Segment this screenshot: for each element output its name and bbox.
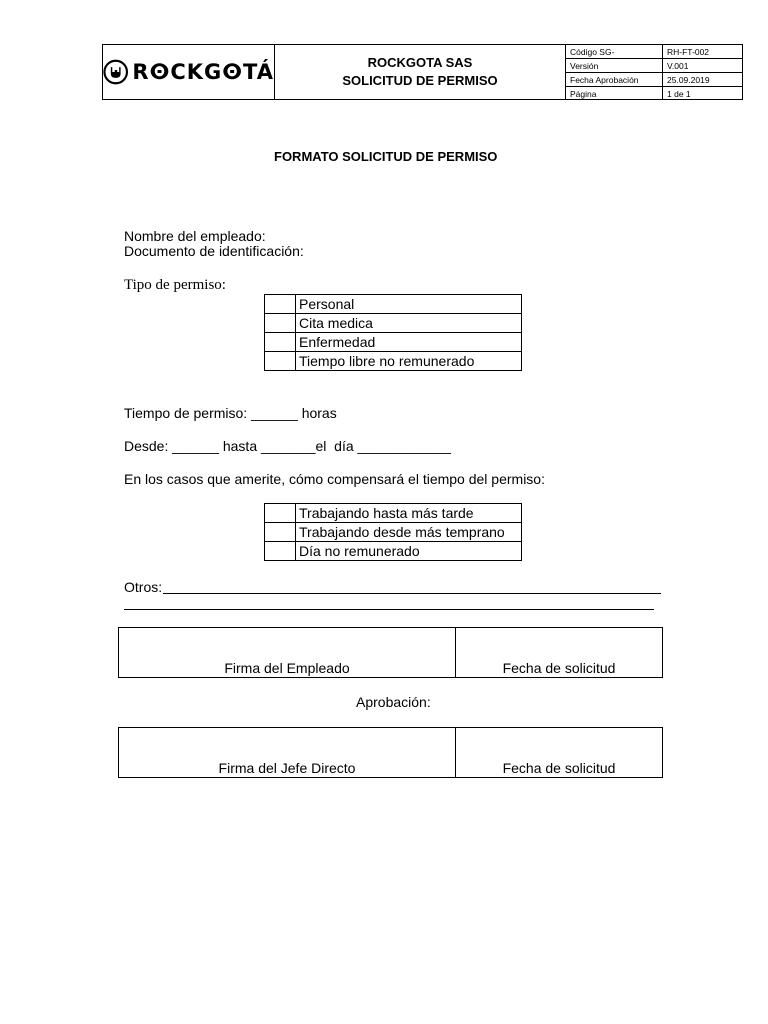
compensation-checkbox[interactable]	[265, 523, 296, 542]
meta-label: Versión	[566, 59, 663, 73]
request-date-label: Fecha de solicitud	[502, 660, 616, 676]
meta-value: 25.09.2019	[663, 73, 743, 87]
meta-row	[566, 87, 742, 101]
meta-label: Fecha Aprobación	[566, 73, 663, 87]
manager-signature-field[interactable]	[119, 728, 456, 777]
meta-row	[566, 45, 742, 59]
compensation-checkbox[interactable]	[265, 504, 296, 523]
permit-type-option: Tiempo libre no remunerado	[296, 352, 522, 371]
request-date-field-2[interactable]	[456, 728, 662, 777]
permit-type-option: Cita medica	[296, 314, 522, 333]
permit-type-row[interactable]	[265, 333, 522, 352]
permit-type-row[interactable]	[265, 352, 522, 371]
permit-type-option: Personal	[296, 295, 522, 314]
document-meta	[566, 45, 742, 99]
compensation-option: Día no remunerado	[296, 542, 522, 561]
meta-value: RH-FT-002	[663, 45, 743, 59]
others-line-2[interactable]	[124, 609, 654, 610]
header-title-block	[275, 45, 566, 99]
permit-type-option: Enfermedad	[296, 333, 522, 352]
meta-table	[566, 45, 742, 100]
meta-row	[566, 73, 742, 87]
request-date-field[interactable]	[456, 628, 662, 677]
permit-type-checkbox[interactable]	[265, 314, 296, 333]
permit-type-checkbox[interactable]	[265, 333, 296, 352]
compensation-table	[264, 503, 522, 561]
meta-label: Página	[566, 87, 663, 101]
meta-label: Código SG-	[566, 45, 663, 59]
meta-value: 1 de 1	[667, 88, 691, 99]
company-name: ROCKGOTA SAS	[367, 55, 473, 70]
others-line[interactable]	[163, 593, 661, 594]
employee-signature-field[interactable]	[119, 628, 456, 677]
compensation-checkbox[interactable]	[265, 542, 296, 561]
permit-time-line: Tiempo de permiso: ______ horas	[124, 405, 337, 421]
compensation-row[interactable]	[265, 542, 522, 561]
permit-type-label: Tipo de permiso:	[124, 277, 226, 293]
meta-row	[566, 59, 742, 73]
rock-hand-icon	[103, 59, 128, 85]
permit-type-row[interactable]	[265, 295, 522, 314]
others-label: Otros:	[124, 579, 163, 595]
meta-value: V.001	[663, 59, 743, 73]
date-range-line: Desde: ______ hasta _______el día ____________	[124, 438, 451, 454]
compensation-option: Trabajando desde más temprano	[296, 523, 522, 542]
employee-name-label: Nombre del empleado:	[124, 228, 266, 244]
permit-type-checkbox[interactable]	[265, 352, 296, 371]
form-title: FORMATO SOLICITUD DE PERMISO	[274, 149, 498, 164]
compensation-question: En los casos que amerite, cómo compensará el tiempo del permiso:	[124, 471, 545, 487]
permit-type-row[interactable]	[265, 314, 522, 333]
employee-signature-label: Firma del Empleado	[224, 660, 350, 676]
compensation-option: Trabajando hasta más tarde	[296, 504, 522, 523]
permit-type-checkbox[interactable]	[265, 295, 296, 314]
employee-signature-box	[118, 627, 663, 678]
compensation-row[interactable]	[265, 523, 522, 542]
request-date-label-2: Fecha de solicitud	[502, 760, 616, 776]
compensation-row[interactable]	[265, 504, 522, 523]
document-title: SOLICITUD DE PERMISO	[342, 73, 498, 88]
permit-type-table	[264, 294, 522, 371]
company-logo	[103, 45, 275, 99]
id-document-label: Documento de identificación:	[124, 243, 304, 259]
logo-text: RⵙCKGⵙTÁ	[132, 60, 274, 84]
manager-signature-box	[118, 727, 663, 778]
manager-signature-label: Firma del Jefe Directo	[218, 760, 356, 776]
approval-label: Aprobación:	[356, 694, 431, 710]
document-header	[102, 44, 743, 100]
